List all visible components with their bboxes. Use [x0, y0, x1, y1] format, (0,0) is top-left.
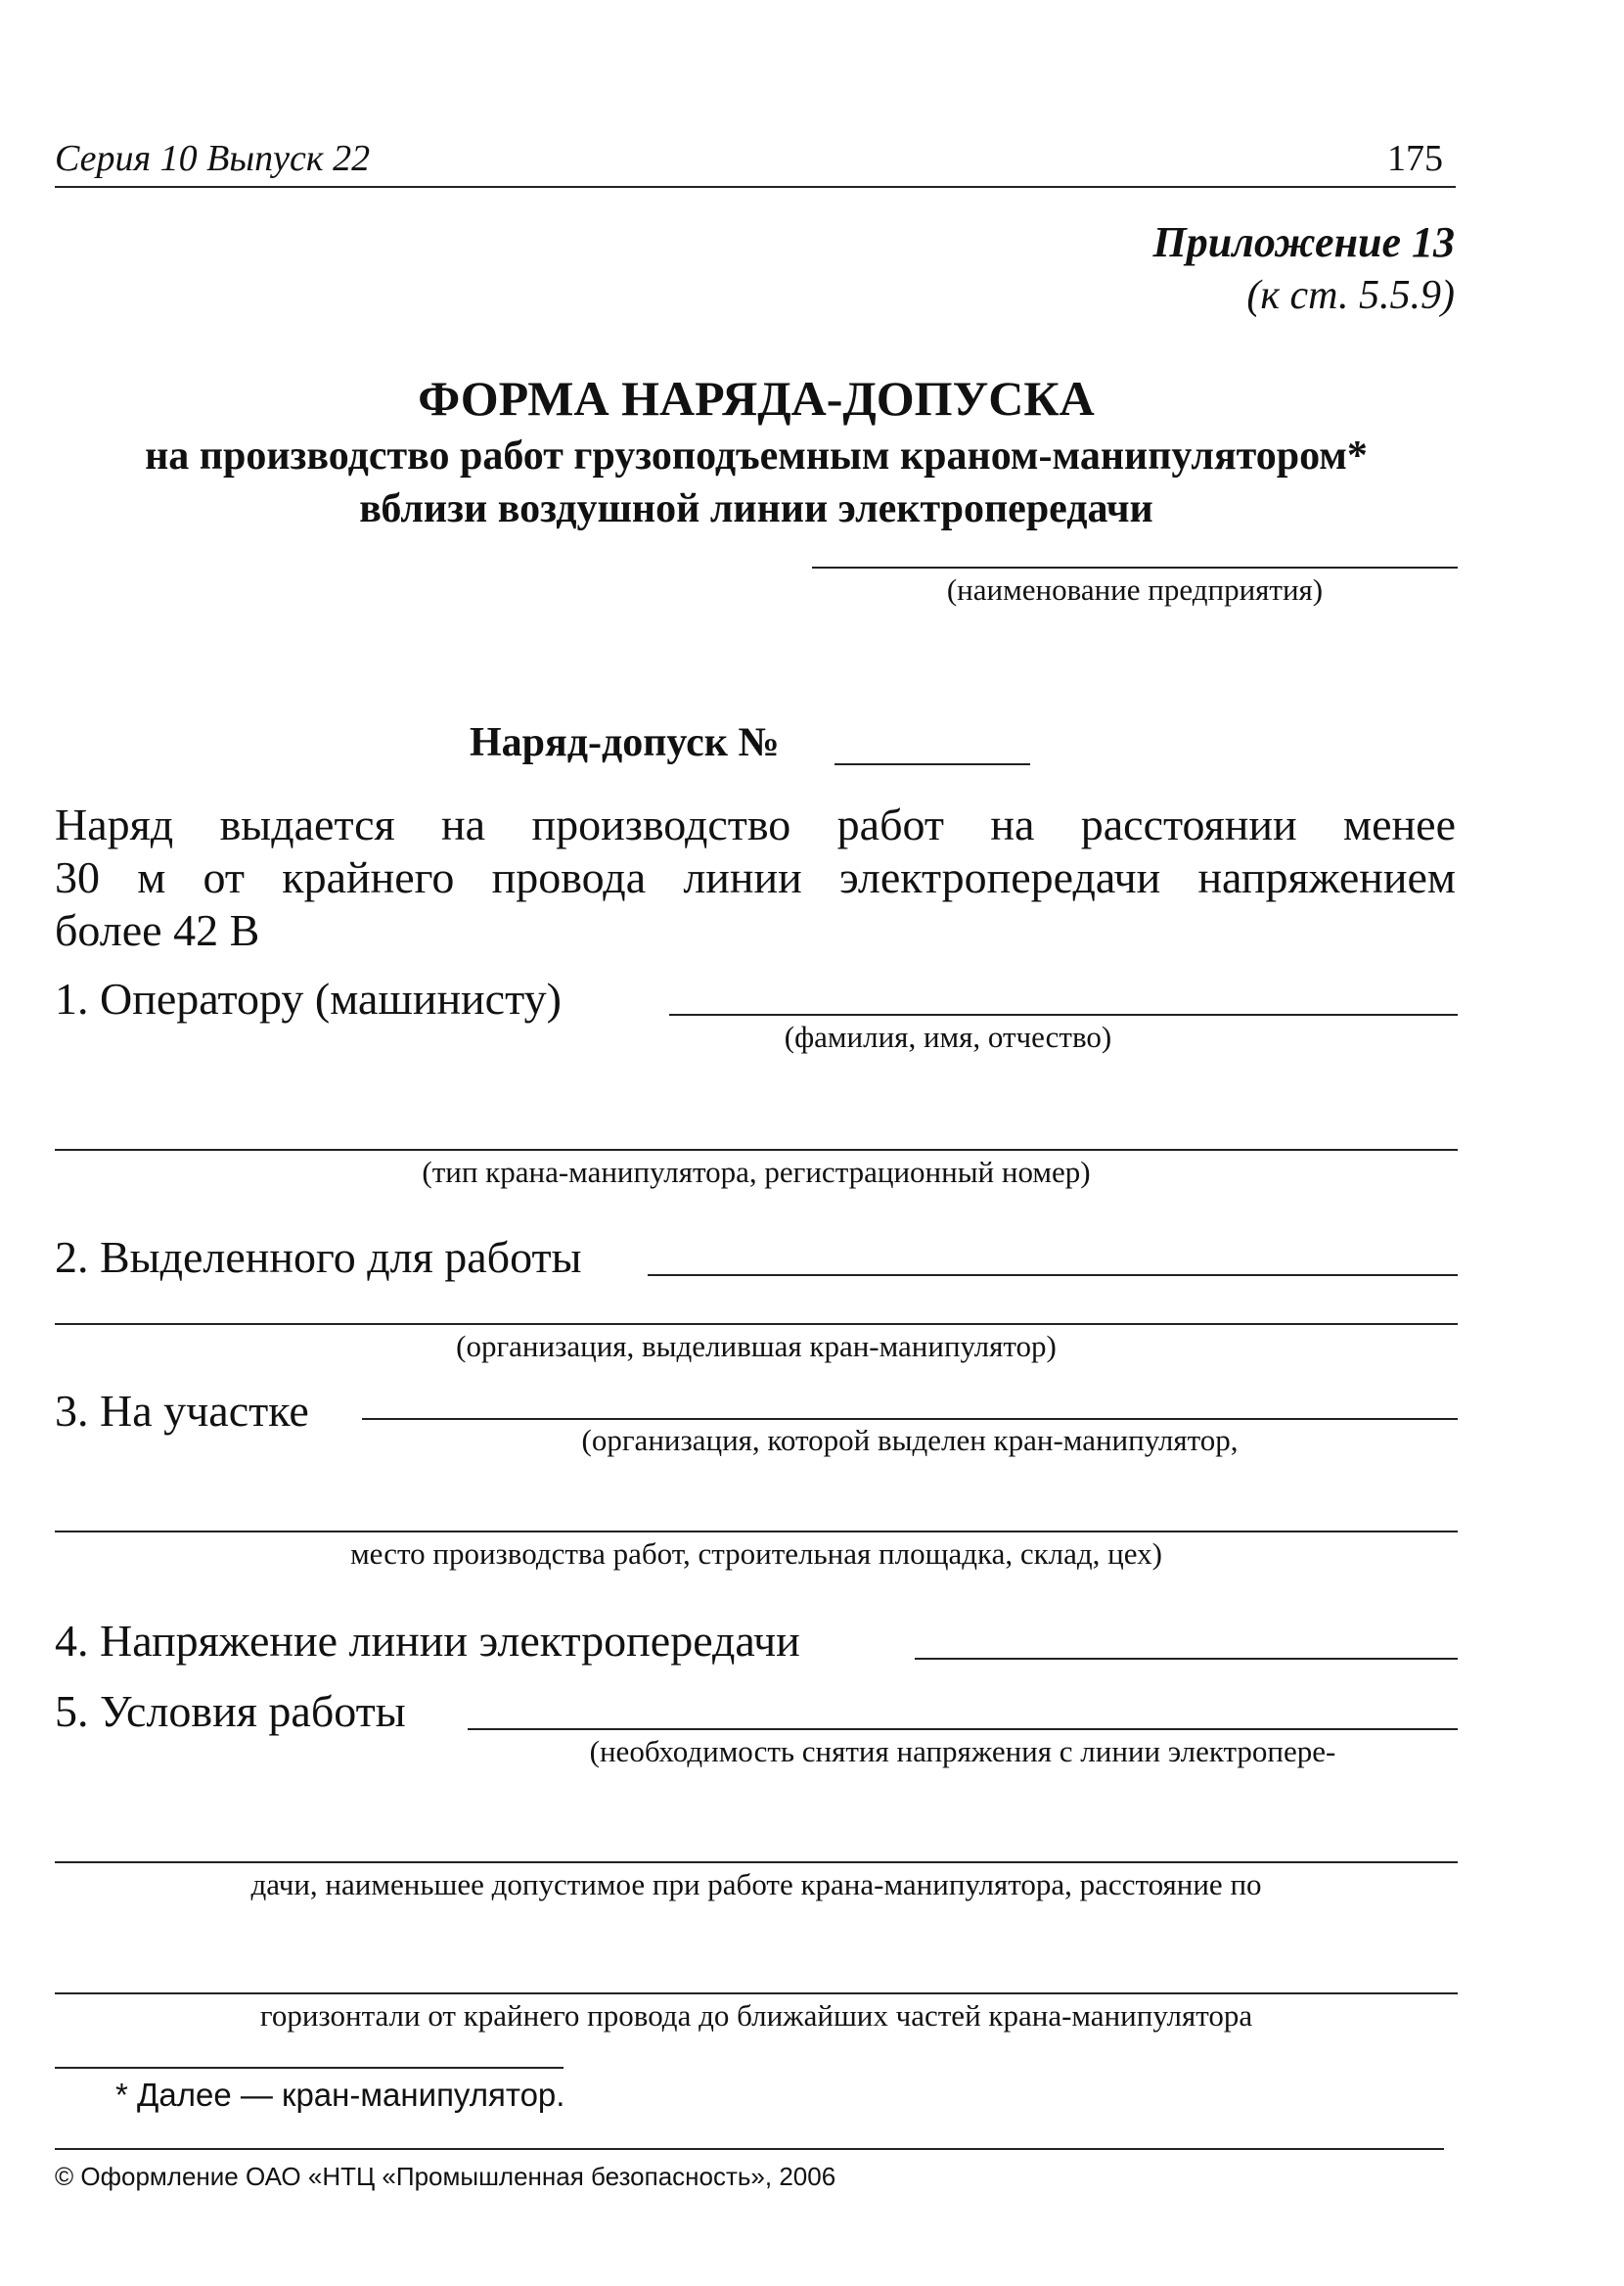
intro-line-3: более 42 В: [55, 905, 260, 955]
allocated-field[interactable]: [648, 1274, 1458, 1276]
appendix-title: Приложение 13: [1152, 218, 1455, 266]
form-subtitle-2: вблизи воздушной линии электропередачи: [359, 486, 1153, 531]
intro-line-2: 30 м от крайнего провода линии электропередачи напряжением: [55, 852, 1456, 902]
conditions-caption-2: дачи, наименьшее допустимое при работе крана-манипулятора, расстояние по: [250, 1867, 1262, 1901]
enterprise-caption: (наименование предприятия): [946, 572, 1324, 607]
conditions-caption-1: (необходимость снятия напряжения с линии электропере-: [589, 1734, 1336, 1768]
footnote: * Далее — кран-манипулятор.: [115, 2077, 565, 2113]
site-field-2[interactable]: [55, 1531, 1458, 1532]
permit-number-field[interactable]: [835, 763, 1030, 765]
voltage-label: 4. Напряжение линии электропередачи: [55, 1616, 800, 1666]
site-caption-2: место производства работ, строительная площадка, склад, цех): [350, 1536, 1162, 1571]
conditions-caption-3: горизонтали от крайнего провода до ближайших частей крана-манипулятора: [259, 1998, 1253, 2033]
appendix-reference: (к ст. 5.5.9): [1246, 273, 1455, 318]
site-field[interactable]: [362, 1418, 1458, 1420]
copyright: © Оформление ОАО «НТЦ «Промышленная безопасность», 2006: [55, 2162, 836, 2191]
conditions-field[interactable]: [468, 1728, 1458, 1730]
operator-label: 1. Оператору (машинисту): [55, 974, 562, 1024]
page-number: 175: [1387, 138, 1443, 179]
crane-type-field[interactable]: [55, 1149, 1458, 1151]
conditions-field-2[interactable]: [55, 1861, 1458, 1863]
crane-caption: (тип крана-манипулятора, регистрационный номер): [422, 1155, 1091, 1189]
intro-line-1: Наряд выдается на производство работ на расстоянии менее: [55, 800, 1456, 849]
site-label: 3. На участке: [55, 1386, 309, 1436]
form-title: ФОРМА НАРЯДА-ДОПУСКА: [418, 371, 1095, 426]
copyright-rule: [55, 2148, 1444, 2150]
permit-number-label: Наряд-допуск №: [470, 720, 780, 765]
voltage-field[interactable]: [915, 1658, 1458, 1660]
site-caption-1: (организация, которой выделен кран-манипулятор,: [581, 1423, 1239, 1457]
allocated-caption: (организация, выделившая кран-манипулятор): [456, 1329, 1057, 1363]
allocated-label: 2. Выделенного для работы: [55, 1232, 582, 1282]
header-rule: [55, 186, 1456, 188]
form-subtitle-1: на производство работ грузоподъемным краном-манипулятором*: [145, 434, 1368, 479]
operator-name-field[interactable]: [669, 1014, 1458, 1016]
conditions-label: 5. Условия работы: [55, 1686, 406, 1736]
footnote-rule: [55, 2067, 564, 2069]
conditions-field-3[interactable]: [55, 1992, 1458, 1994]
series-label: Серия 10 Выпуск 22: [55, 138, 371, 179]
allocated-field-2[interactable]: [55, 1323, 1458, 1325]
enterprise-name-line[interactable]: [812, 567, 1458, 569]
operator-caption: (фамилия, имя, отчество): [784, 1020, 1112, 1054]
